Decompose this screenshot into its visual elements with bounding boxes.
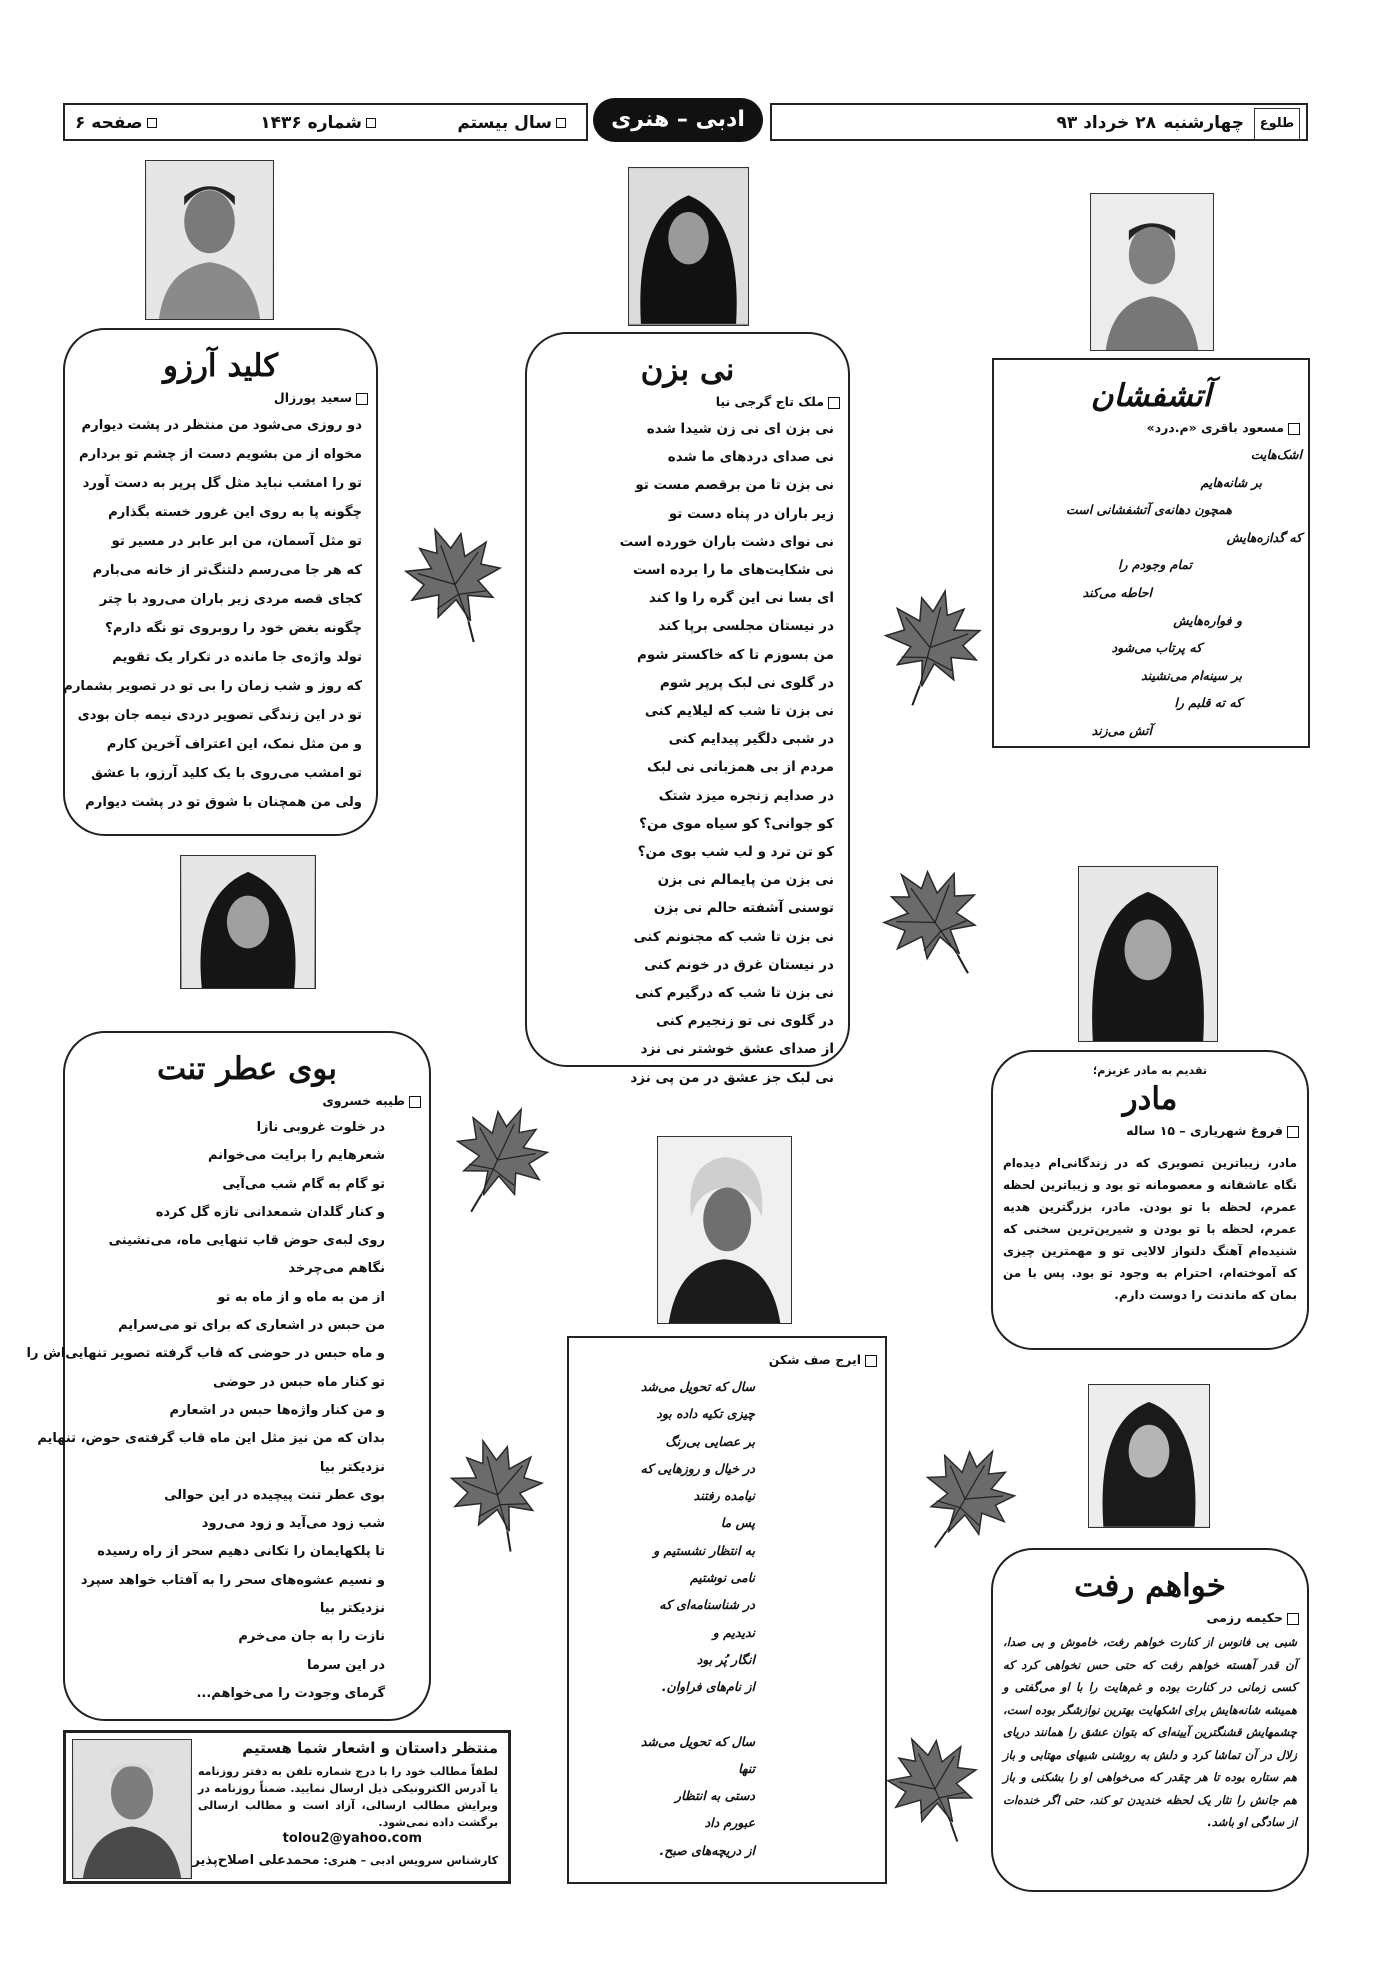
- poem-line: نی لبک جز عشق در من پی نزد: [630, 1069, 834, 1086]
- square-bullet-icon: [366, 118, 376, 128]
- poem-box-atashfeshan: [992, 358, 1310, 748]
- poem-line: نی بزن تا من برقصم مست تو: [635, 477, 834, 494]
- maple-leaf-icon: [431, 1423, 563, 1566]
- poem-line: و نسیم عشوه‌های سحر را به آفتاب خواهد سپرد: [80, 1572, 385, 1588]
- prose-author: فروغ شهریاری – ۱۵ ساله: [993, 1123, 1307, 1138]
- poem-line: از صدای عشق خوشتر نی نزد: [640, 1041, 834, 1058]
- poem-line: در گلوی نی تو زنجیرم کنی: [655, 1013, 834, 1030]
- header-left-box: [63, 103, 588, 141]
- poem-line: در شناسنامه‌ای که: [659, 1597, 755, 1613]
- poem-line: کو جوانی؟ کو سیاه موی من؟: [639, 815, 834, 832]
- poem-line: و ماه حبس در حوضی که قاب گرفته تصویر تنهایی‌اش را: [26, 1346, 385, 1362]
- poem-line: که هر جا می‌رسم دلتنگ‌تر از خانه می‌بارم: [92, 563, 362, 578]
- poem-line: عبورم داد: [704, 1815, 755, 1831]
- poem-line: مخواه از من بشویم دست از چشم تو بردارم: [78, 447, 362, 462]
- poem-lines: [26, 1114, 429, 1708]
- header-year: سال بیستم: [457, 113, 566, 133]
- poem-line: در خیال و روزهایی که: [640, 1460, 755, 1476]
- poem-title: نی بزن: [640, 352, 735, 388]
- maple-leaf-icon: [854, 840, 1016, 1005]
- poem-line: از دریچه‌های صبح.: [659, 1842, 755, 1858]
- poem-line: دو روزی می‌شود من منتظر در پشت دیوارم: [81, 418, 362, 433]
- poem-line: ولی من همچنان با شوق تو در پشت دیوارم: [85, 795, 362, 810]
- poem-line: نی صدای دردهای ما شده: [667, 449, 834, 466]
- poem-line: توسنی آشفته حالم نی بزن: [653, 900, 834, 917]
- poem-author: مسعود باقری «م.درد»: [994, 420, 1308, 435]
- checkbox-icon: [1288, 423, 1300, 435]
- masthead-logo: طلوع: [1254, 108, 1300, 140]
- poem-author: ملک تاج گرجی نیا: [527, 394, 848, 409]
- poem-author: طیبه خسروی: [65, 1093, 429, 1108]
- poem-box-kelid-arezoo: [63, 328, 378, 836]
- poem-line: که ته قلبم را: [1174, 695, 1242, 711]
- prose-title: مادر: [1122, 1081, 1178, 1117]
- poem-line: من حبس در اشعاری که برای تو می‌سرایم: [118, 1318, 385, 1334]
- poem-line: نی بزن من پایمالم نی بزن: [657, 872, 834, 889]
- poem-line: نی نوای دشت باران خورده است: [619, 533, 834, 550]
- poem-line: ندیدیم و: [712, 1624, 755, 1640]
- poem-line: سال که تحویل می‌شد: [640, 1379, 755, 1394]
- portrait-photo-khosravi: [180, 855, 316, 989]
- portrait-photo-eslahpazir: [72, 1739, 192, 1879]
- poem-line: تو گام به گام شب می‌آیی: [222, 1176, 385, 1192]
- prose-text: مادر، زیباترین تصویری که در زندگانی‌ام دیده‌ام نگاه عاشقانه و معصومانه تو بود و زیباترین لحظه عمرم، لحظه با تو بودن. مادر، بزرگترین هدیه عمرم، لحظه با تو بودن و شیرین‌ترین سخنی که شنیده‌ام آهنگ دلنواز لالایی تو و مهمترین چیزی که آموخته‌ام، احترام به وجود تو بود. پس با من بمان که ماندنت را دوست دارم.: [1003, 1156, 1297, 1302]
- portrait-photo-pourzal: [145, 160, 274, 320]
- poem-lines: [65, 411, 376, 817]
- poem-line: تو مثل آسمان، من ابر عابر در مسیر تو: [111, 534, 362, 549]
- square-bullet-icon: [147, 118, 157, 128]
- poem-line: و فواره‌هایش: [1173, 612, 1242, 628]
- poem-box-safshekan: [567, 1336, 887, 1884]
- poem-line: تو را امشب نباید مثل گل پرپر به دست آورد: [82, 476, 362, 491]
- header-page: صفحه ۶: [75, 113, 157, 133]
- poem-line: سال که تحویل می‌شد: [640, 1733, 755, 1749]
- poem-line: در نیستان مجلسی برپا کند: [658, 618, 834, 635]
- checkbox-icon: [1287, 1126, 1299, 1138]
- poem-line: روی لبه‌ی حوض قاب تنهایی ماه، می‌نشینی: [108, 1233, 385, 1249]
- poem-line: نامی نوشتیم: [689, 1570, 755, 1586]
- poem-line: از من به ماه و از ماه به تو: [217, 1289, 385, 1305]
- poem-line: چیزی تکیه داده بود: [656, 1406, 755, 1422]
- poem-line: ای بسا نی این گره را وا کند: [648, 590, 834, 607]
- poem-line: نازت را به جان می‌خرم: [238, 1629, 385, 1645]
- ad-title: منتظر داستان و اشعار شما هستیم: [242, 1739, 498, 1757]
- prose-title: خواهم رفت: [1074, 1568, 1226, 1604]
- poem-line: بر شانه‌هایم: [1200, 474, 1262, 490]
- poem-author: سعید پورزال: [65, 390, 376, 405]
- poem-line: تولد واژه‌ی جا مانده در تکرار یک تقویم: [112, 650, 362, 665]
- ad-expert-label: کارشناس سرویس ادبی – هنری:: [323, 1854, 498, 1867]
- portrait-photo-shahriari: [1078, 866, 1218, 1042]
- checkbox-icon: [409, 1096, 421, 1108]
- poem-line: کجای قصه مردی زیر باران می‌رود با چتر: [99, 592, 362, 607]
- header-right-box: [770, 103, 1308, 141]
- maple-leaf-icon: [425, 1083, 571, 1236]
- poem-line: شعرهایم را برایت می‌خوانم: [207, 1148, 385, 1164]
- portrait-photo-safshekan: [657, 1136, 792, 1324]
- poem-box-booye-atr: [26, 1031, 431, 1721]
- poem-title: کلید آرزو: [163, 348, 278, 384]
- poem-line: نی بزن تا شب که درگیرم کنی: [634, 985, 834, 1002]
- poem-line: تمام وجودم را: [1118, 557, 1192, 573]
- poem-line: بر سینه‌ام می‌نشیند: [1141, 667, 1242, 683]
- poem-line: گرمای وجودت را می‌خواهم...: [196, 1685, 385, 1701]
- poem-line: نی بزن ای نی زن شیدا شده: [646, 421, 834, 437]
- prose-box-madar: [991, 1050, 1309, 1350]
- poem-line: اشک‌هایت: [1250, 447, 1302, 462]
- poem-line: بدان که من نیز مثل این ماه قاب گرفته‌ی حوض، تنهایم: [37, 1431, 385, 1447]
- poem-line: احاطه می‌کند: [1082, 584, 1152, 600]
- poem-line: کو تن ترد و لب شب بوی من؟: [637, 844, 834, 861]
- poem-line: و من کنار واژه‌ها حبس در اشعارم: [169, 1402, 385, 1418]
- header-day: چهارشنبه: [1163, 113, 1244, 133]
- poem-line: بر عصایی بی‌رنگ: [665, 1433, 755, 1449]
- poem-line: تا پلکهایمان را تکانی دهیم سحر از راه رسیده: [97, 1544, 385, 1560]
- prose-author: حکیمه رزمی: [993, 1610, 1307, 1625]
- poem-line: در صدایم زنجره میزد شتک: [658, 787, 834, 804]
- square-bullet-icon: [556, 118, 566, 128]
- poem-line: که گدازه‌هایش: [1226, 529, 1302, 545]
- poem-line: [579, 1701, 755, 1728]
- poem-line: نی بزن تا شب که مجنونم کنی: [633, 928, 834, 945]
- section-badge: ادبی – هنری: [593, 98, 763, 142]
- poem-lines: [527, 415, 848, 1092]
- poem-line: که پرتاب می‌شود: [1111, 640, 1202, 656]
- contribution-ad-box: [63, 1730, 511, 1884]
- poem-line: تو در این زندگی تصویر دردی نیمه جان بودی: [77, 708, 362, 723]
- checkbox-icon: [1287, 1613, 1299, 1625]
- ad-expert: [192, 1853, 498, 1868]
- poem-line: نی بزن تا شب که لیلایم کنی: [644, 703, 834, 720]
- poem-line: نی شکایت‌های ما را برده است: [633, 562, 834, 579]
- poem-line: در گلوی نی لبک پرپر شوم: [659, 674, 834, 691]
- poem-line: از نام‌های فراوان.: [661, 1679, 755, 1695]
- poem-line: در خلوت غروبی نازا: [256, 1120, 385, 1135]
- poem-line: آتش می‌زند: [1091, 722, 1152, 738]
- header-issue: شماره ۱۴۳۶: [260, 113, 376, 133]
- poem-line: دستی به انتظار: [675, 1788, 755, 1804]
- checkbox-icon: [828, 397, 840, 409]
- poem-title: آتشفشان: [1090, 378, 1212, 414]
- poem-line: به انتظار نشستیم و: [653, 1542, 755, 1558]
- poem-line: تو امشب می‌روی با یک کلید آرزو، با عشق: [91, 766, 362, 781]
- ad-text: لطفاً مطالب خود را با درج شماره تلفن به دفتر روزنامه یا آدرس الکترونیکی ذیل ارسال نمایید. ضمناً روزنامه در ویرایش مطالب ارسالی، آزاد است و مطالب ارسالی برگشت داده نمی‌شود.: [198, 1765, 498, 1829]
- poem-box-ney-bezan: [525, 332, 850, 1086]
- portrait-photo-razmi: [1088, 1384, 1210, 1528]
- prose-text: شبی بی فانوس از کنارت خواهم رفت، خاموش و بی صدا، آن قدر آهسته خواهم رفت که حتی حس نخواهی کرد که کسی زمانی در کنارت بوده و غم‌هایت را با او می‌گفتی و همیشه شانه‌هایش برای اشکهایت بهترین نوازشگر بوده است، چشمهایش قشنگترین آیینه‌ای که بتوان عشق را همانند دریای زلال در آن تماشا کرد و دلش به روشنی شبهای مهتابی و باز هم ستاره بوده تا هر چقدر که می‌خواهی او را بشکنی و باز هم جانش را نثار یک لحظه خندیدن تو کند، حتی اگر خنده‌ات از سادگی او باشد.: [1003, 1635, 1297, 1829]
- poem-line: در شبی دلگیر پیدایم کنی: [668, 731, 834, 748]
- poem-line: که روز و شب زمان را بی تو در تصویر بشمارم: [63, 679, 362, 694]
- poem-line: انگار پُر بود: [696, 1651, 755, 1667]
- poem-line: نزدیکتر بیا: [319, 1459, 385, 1475]
- poem-line: چگونه پا به روی این غرور خسته بگذارم: [108, 505, 362, 520]
- poem-line: نگاهم می‌چرخد: [288, 1261, 385, 1277]
- poem-author: ایرج صف شکن: [569, 1352, 885, 1367]
- poem-line: در نیستان غرق در خونم کنی: [644, 956, 834, 973]
- dedication: تقدیم به مادر عزیزم؛: [1092, 1064, 1208, 1077]
- poem-line: و من مثل نمک، این اعتراف آخرین کارم: [106, 737, 362, 752]
- poem-line: همچون دهانه‌ی آتشفشانی است: [1065, 502, 1232, 518]
- poem-line: بوی عطر تنت پیچیده در این حوالی: [164, 1487, 385, 1503]
- poem-line: مردم از بی همزبانی نی لبک: [646, 759, 834, 776]
- prose-box-khaham-raft: [991, 1548, 1309, 1892]
- checkbox-icon: [356, 393, 368, 405]
- poem-line: من بسوزم تا که خاکستر شوم: [636, 646, 834, 663]
- maple-leaf-icon: [382, 507, 528, 662]
- maple-leaf-icon: [861, 573, 1000, 722]
- poem-line: شب زود می‌آید و زود می‌رود: [201, 1516, 385, 1532]
- poem-line: زیر باران در پناه دست تو: [668, 505, 834, 522]
- poem-line: نیامده رفتند: [693, 1488, 755, 1504]
- poem-line: چگونه بغض خود را روبروی تو نگه دارم؟: [105, 621, 362, 636]
- portrait-photo-gorji: [628, 167, 749, 326]
- poem-title: بوی عطر تنت: [157, 1051, 337, 1087]
- poem-line: و کنار گلدان شمعدانی تازه گل کرده: [155, 1204, 385, 1220]
- poem-line: نزدیکتر بیا: [319, 1601, 385, 1617]
- ad-expert-name: محمدعلی اصلاح‌پذیر: [192, 1853, 320, 1868]
- poem-line: پس ما: [720, 1515, 755, 1531]
- poem-lines: [569, 1373, 885, 1864]
- poem-line: تو کنار ماه حبس در حوضی: [213, 1374, 385, 1390]
- poem-line: در این سرما: [306, 1657, 385, 1673]
- poem-line: تنها: [738, 1760, 755, 1776]
- poem-lines: [994, 441, 1308, 745]
- portrait-photo-bagheri: [1090, 193, 1214, 351]
- checkbox-icon: [865, 1355, 877, 1367]
- header-date: ۲۸ خرداد ۹۳: [1056, 113, 1156, 133]
- ad-email[interactable]: tolou2@yahoo.com: [282, 1831, 422, 1846]
